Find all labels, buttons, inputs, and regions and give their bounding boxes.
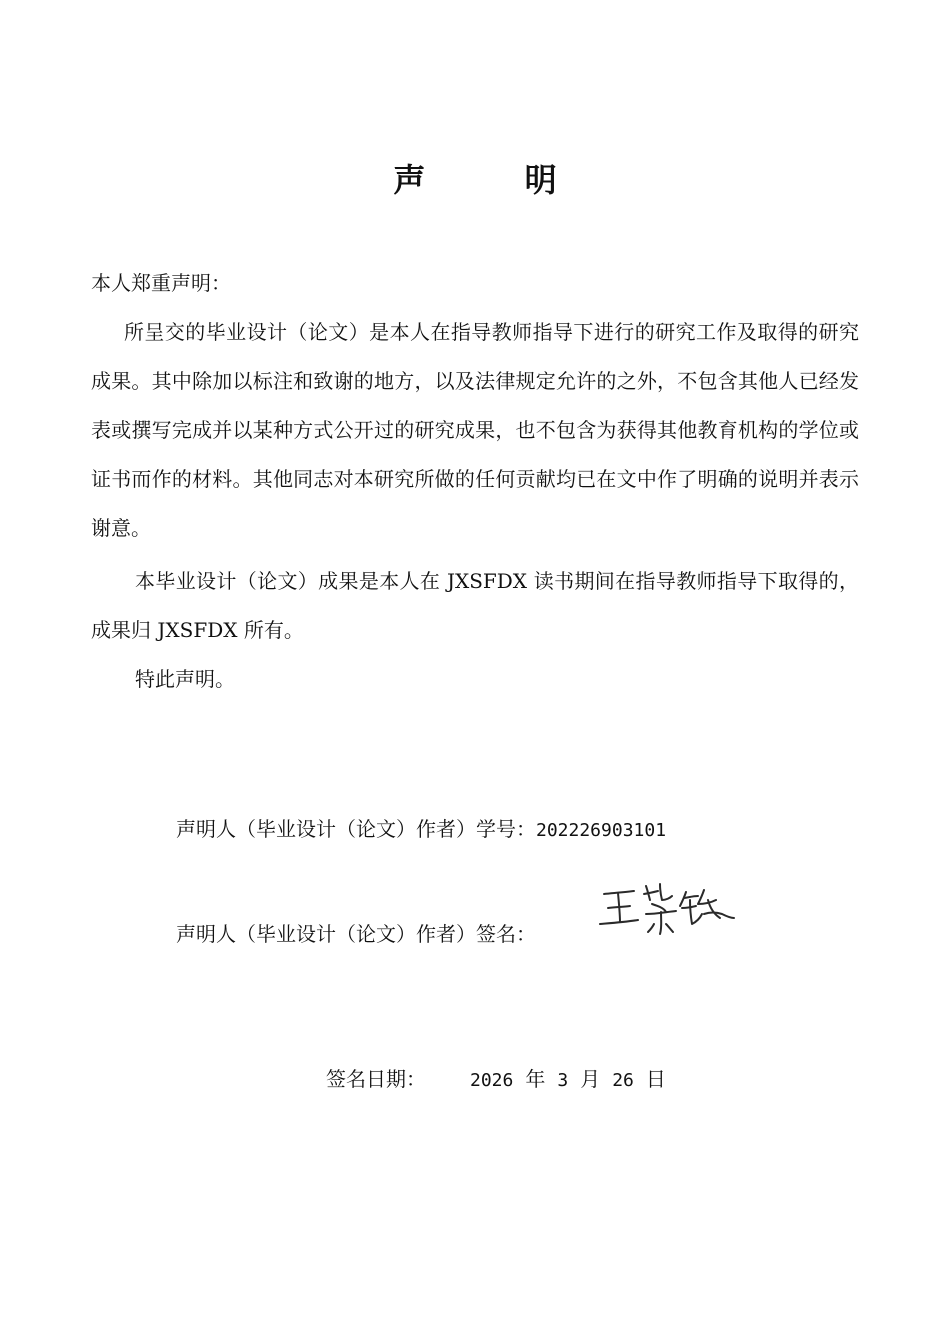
date-label: 签名日期：	[326, 1067, 426, 1091]
date-year-unit: 年	[525, 1067, 546, 1091]
date-year: 2026	[470, 1070, 514, 1091]
declarant-id-value: 202226903101	[536, 820, 667, 841]
date-month: 3	[557, 1070, 569, 1091]
declarant-id-label: 声明人（毕业设计（论文）作者）学号：	[176, 817, 536, 841]
salutation: 本人郑重声明：	[91, 271, 231, 295]
declarant-id-line	[176, 814, 666, 846]
paragraph-originality: 所呈交的毕业设计（论文）是本人在指导教师指导下进行的研究工作及取得的研究成果。其中除加以标注和致谢的地方，以及法律规定允许的之外，不包含其他人已经发表或撰写完成并以某种方式公开过的研究成果，也不包含为获得其他教育机构的学位或证书而作的材料。其他同志对本研究所做的任何贡献均已在文中作了明确的说明并表示谢意。	[91, 320, 859, 540]
declarant-sign-label: 声明人（毕业设计（论文）作者）签名：	[176, 922, 536, 946]
paragraph-ownership: 本毕业设计（论文）成果是本人在 JXSFDX 读书期间在指导教师指导下取得的，成果归 JXSFDX 所有。	[91, 569, 859, 642]
paragraph-closing: 特此声明。	[135, 667, 235, 691]
date-day-unit: 日	[645, 1067, 666, 1091]
page-title: 声 明	[393, 161, 601, 199]
signature-date-line	[326, 1064, 666, 1096]
handwritten-signature	[596, 878, 738, 940]
declarant-sign-line	[176, 919, 536, 949]
date-day: 26	[612, 1070, 634, 1091]
date-month-unit: 月	[580, 1067, 601, 1091]
